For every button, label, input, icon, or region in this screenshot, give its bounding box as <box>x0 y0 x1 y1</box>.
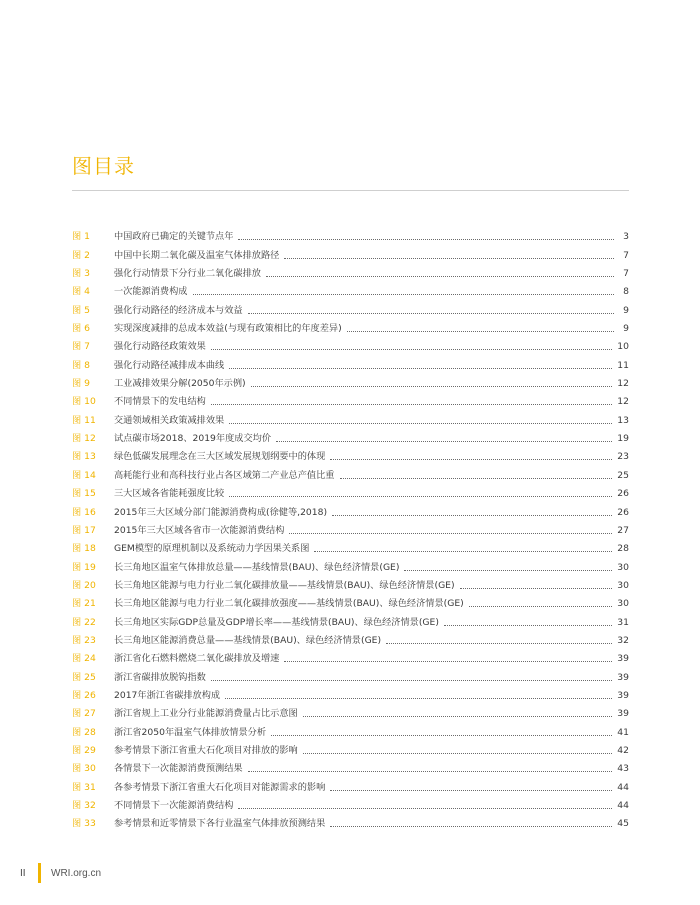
figure-list-item[interactable] <box>72 684 629 702</box>
figure-page-number: 9 <box>623 323 629 335</box>
dot-leader <box>314 551 612 552</box>
figure-page-number: 44 <box>617 800 629 811</box>
figure-number: 图 24 <box>72 653 96 665</box>
figure-list-item[interactable] <box>72 243 629 261</box>
figure-list-item[interactable] <box>72 647 629 665</box>
figure-title: 长三角地区能源消费总量——基线情景(BAU)、绿色经济情景(GE) <box>114 634 382 646</box>
figure-list-item[interactable] <box>72 482 629 500</box>
figure-list-item[interactable] <box>72 610 629 628</box>
dot-leader <box>444 625 612 626</box>
figure-number: 图 25 <box>72 671 96 683</box>
figure-title: 浙江省碳排放脱钩指数 <box>114 671 206 683</box>
figure-page-number: 13 <box>617 414 629 426</box>
figure-number: 图 26 <box>72 689 96 701</box>
figure-list-item[interactable] <box>72 775 629 793</box>
figure-list-item[interactable] <box>72 262 629 280</box>
dot-leader <box>340 478 613 479</box>
figure-number: 图 32 <box>72 800 96 811</box>
dot-leader <box>469 606 613 607</box>
figure-list-item[interactable] <box>72 317 629 335</box>
figure-list <box>72 225 629 830</box>
figure-list-item[interactable] <box>72 629 629 647</box>
figure-list-item[interactable] <box>72 298 629 316</box>
title-divider <box>72 190 629 191</box>
page-title: 图目录 <box>72 154 135 178</box>
figure-page-number: 28 <box>617 543 629 555</box>
figure-title: 三大区域各省能耗强度比较 <box>114 488 225 500</box>
figure-page-number: 12 <box>617 396 629 408</box>
figure-page-number: 26 <box>617 506 629 518</box>
figure-list-item[interactable] <box>72 463 629 481</box>
figure-list-item[interactable] <box>72 519 629 537</box>
figure-page-number: 43 <box>617 763 629 775</box>
figure-page-number: 12 <box>617 378 629 390</box>
figure-number: 图 20 <box>72 579 96 591</box>
figure-title: 长三角地区能源与电力行业二氧化碳排放强度——基线情景(BAU)、绿色经济情景(GE) <box>114 598 464 610</box>
footer-accent-bar <box>38 863 41 883</box>
figure-title: 参考情景和近零情景下各行业温室气体排放预测结果 <box>114 818 326 830</box>
figure-number: 图 13 <box>72 451 96 463</box>
figure-title: 强化行动路径减排成本曲线 <box>114 359 225 371</box>
figure-title: 强化行动路径政策效果 <box>114 341 206 353</box>
dot-leader <box>332 515 612 516</box>
figure-number: 图 27 <box>72 708 96 720</box>
figure-page-number: 31 <box>617 616 629 628</box>
figure-number: 图 15 <box>72 488 96 500</box>
figure-page-number: 42 <box>617 744 629 756</box>
dot-leader <box>330 459 612 460</box>
figure-title: 中国中长期二氧化碳及温室气体排放路径 <box>114 249 280 261</box>
figure-page-number: 3 <box>623 231 629 243</box>
figure-list-item[interactable] <box>72 537 629 555</box>
dot-leader <box>330 826 612 827</box>
figure-page-number: 39 <box>617 671 629 683</box>
figure-title: 浙江省化石燃料燃烧二氧化碳排放及增速 <box>114 653 280 665</box>
figure-page-number: 26 <box>617 488 629 500</box>
figure-page-number: 23 <box>617 451 629 463</box>
figure-number: 图 10 <box>72 396 96 408</box>
dot-leader <box>248 313 614 314</box>
figure-title: 长三角地区温室气体排放总量——基线情景(BAU)、绿色经济情景(GE) <box>114 561 400 573</box>
figure-number: 图 23 <box>72 634 96 646</box>
dot-leader <box>303 753 613 754</box>
figure-number: 图 3 <box>72 268 90 280</box>
figure-page-number: 30 <box>617 598 629 610</box>
dot-leader <box>211 680 612 681</box>
figure-number: 图 30 <box>72 763 96 775</box>
dot-leader <box>193 294 615 295</box>
dot-leader <box>238 808 612 809</box>
figure-page-number: 32 <box>617 634 629 646</box>
figure-title: 各情景下一次能源消费预测结果 <box>114 763 243 775</box>
figure-page-number: 41 <box>617 726 629 738</box>
figure-number: 图 7 <box>72 341 90 353</box>
figure-list-item[interactable] <box>72 794 629 812</box>
figure-title: 实现深度减排的总成本效益(与现有政策相比的年度差异) <box>114 323 342 335</box>
figure-title: 交通领域相关政策减排效果 <box>114 414 225 426</box>
figure-title: 长三角地区实际GDP总量及GDP增长率——基线情景(BAU)、绿色经济情景(GE) <box>114 616 439 628</box>
figure-page-number: 7 <box>623 249 629 261</box>
figure-list-item[interactable] <box>72 665 629 683</box>
page-footer <box>20 864 101 882</box>
dot-leader <box>251 386 613 387</box>
figure-list-item[interactable] <box>72 390 629 408</box>
figure-number: 图 16 <box>72 506 96 518</box>
figure-title: 高耗能行业和高科技行业占各区域第二产业总产值比重 <box>114 469 335 481</box>
figure-number: 图 28 <box>72 726 96 738</box>
figure-number: 图 18 <box>72 543 96 555</box>
figure-title: 工业减排效果分解(2050年示例) <box>114 378 246 390</box>
figure-title: 试点碳市场2018、2019年度成交均价 <box>114 433 272 445</box>
figure-list-item[interactable] <box>72 280 629 298</box>
figure-page-number: 39 <box>617 689 629 701</box>
figure-number: 图 4 <box>72 286 90 298</box>
figure-page-number: 44 <box>617 781 629 793</box>
figure-title: 参考情景下浙江省重大石化项目对排放的影响 <box>114 744 298 756</box>
figure-title: 一次能源消费构成 <box>114 286 188 298</box>
figure-list-item[interactable] <box>72 757 629 775</box>
figure-list-item[interactable] <box>72 225 629 243</box>
figure-page-number: 30 <box>617 561 629 573</box>
figure-number: 图 22 <box>72 616 96 628</box>
dot-leader <box>229 423 612 424</box>
figure-page-number: 25 <box>617 469 629 481</box>
figure-number: 图 9 <box>72 378 90 390</box>
dot-leader <box>238 239 614 240</box>
figure-number: 图 14 <box>72 469 96 481</box>
footer-page-number: II <box>20 867 26 879</box>
dot-leader <box>211 404 612 405</box>
figure-list-item[interactable] <box>72 408 629 426</box>
dot-leader <box>225 698 612 699</box>
dot-leader <box>330 790 612 791</box>
dot-leader <box>303 716 613 717</box>
figure-page-number: 39 <box>617 708 629 720</box>
figure-number: 图 1 <box>72 231 90 243</box>
figure-number: 图 21 <box>72 598 96 610</box>
dot-leader <box>386 643 612 644</box>
figure-page-number: 8 <box>623 286 629 298</box>
figure-list-item[interactable] <box>72 372 629 390</box>
figure-number: 图 6 <box>72 323 90 335</box>
figure-list-item[interactable] <box>72 702 629 720</box>
figure-list-item[interactable] <box>72 739 629 757</box>
figure-title: 各参考情景下浙江省重大石化项目对能源需求的影响 <box>114 781 326 793</box>
dot-leader <box>248 771 613 772</box>
figure-number: 图 8 <box>72 359 90 371</box>
figure-page-number: 11 <box>617 359 629 371</box>
figure-page-number: 19 <box>617 433 629 445</box>
footer-site-link[interactable]: WRI.org.cn <box>51 867 102 879</box>
figure-number: 图 29 <box>72 744 96 756</box>
dot-leader <box>460 588 613 589</box>
figure-list-item[interactable] <box>72 353 629 371</box>
dot-leader <box>404 570 612 571</box>
figure-title: 强化行动情景下分行业二氧化碳排放 <box>114 268 261 280</box>
figure-list-item[interactable] <box>72 812 629 830</box>
dot-leader <box>284 258 614 259</box>
figure-title: 强化行动路径的经济成本与效益 <box>114 304 243 316</box>
dot-leader <box>229 368 612 369</box>
figure-number: 图 11 <box>72 414 96 426</box>
figure-list-item[interactable] <box>72 555 629 573</box>
figure-title: 长三角地区能源与电力行业二氧化碳排放量——基线情景(BAU)、绿色经济情景(GE) <box>114 579 455 591</box>
dot-leader <box>289 533 612 534</box>
dot-leader <box>271 735 612 736</box>
figure-number: 图 2 <box>72 249 90 261</box>
figure-number: 图 33 <box>72 818 96 830</box>
figure-list-item[interactable] <box>72 427 629 445</box>
figure-page-number: 10 <box>617 341 629 353</box>
figure-title: 浙江省2050年温室气体排放情景分析 <box>114 726 267 738</box>
dot-leader <box>229 496 612 497</box>
dot-leader <box>211 349 612 350</box>
dot-leader <box>266 276 614 277</box>
figure-page-number: 39 <box>617 653 629 665</box>
figure-number: 图 5 <box>72 304 90 316</box>
figure-title: 2015年三大区域分部门能源消费构成(徐健等,2018) <box>114 506 328 518</box>
figure-number: 图 19 <box>72 561 96 573</box>
figure-title: 2017年浙江省碳排放构成 <box>114 689 221 701</box>
figure-title: 不同情景下一次能源消费结构 <box>114 800 234 811</box>
figure-number: 图 31 <box>72 781 96 793</box>
figure-number: 图 17 <box>72 524 96 536</box>
figure-list-item[interactable] <box>72 335 629 353</box>
figure-title: 2015年三大区域各省市一次能源消费结构 <box>114 524 285 536</box>
figure-list-item[interactable] <box>72 445 629 463</box>
figure-page-number: 30 <box>617 579 629 591</box>
figure-number: 图 12 <box>72 433 96 445</box>
figure-page-number: 27 <box>617 524 629 536</box>
figure-title: GEM模型的原理机制以及系统动力学因果关系图 <box>114 543 310 555</box>
figure-title: 浙江省规上工业分行业能源消费量占比示意图 <box>114 708 298 720</box>
figure-list-item[interactable] <box>72 500 629 518</box>
figure-title: 绿色低碳发展理念在三大区域发展规划纲要中的体现 <box>114 451 326 463</box>
figure-list-item[interactable] <box>72 720 629 738</box>
figure-list-item[interactable] <box>72 574 629 592</box>
figure-page-number: 9 <box>623 304 629 316</box>
figure-title: 不同情景下的发电结构 <box>114 396 206 408</box>
figure-list-item[interactable] <box>72 592 629 610</box>
dot-leader <box>284 661 612 662</box>
figure-page-number: 7 <box>623 268 629 280</box>
dot-leader <box>347 331 614 332</box>
figure-title: 中国政府已确定的关键节点年 <box>114 231 234 243</box>
figure-page-number: 45 <box>617 818 629 830</box>
dot-leader <box>276 441 612 442</box>
